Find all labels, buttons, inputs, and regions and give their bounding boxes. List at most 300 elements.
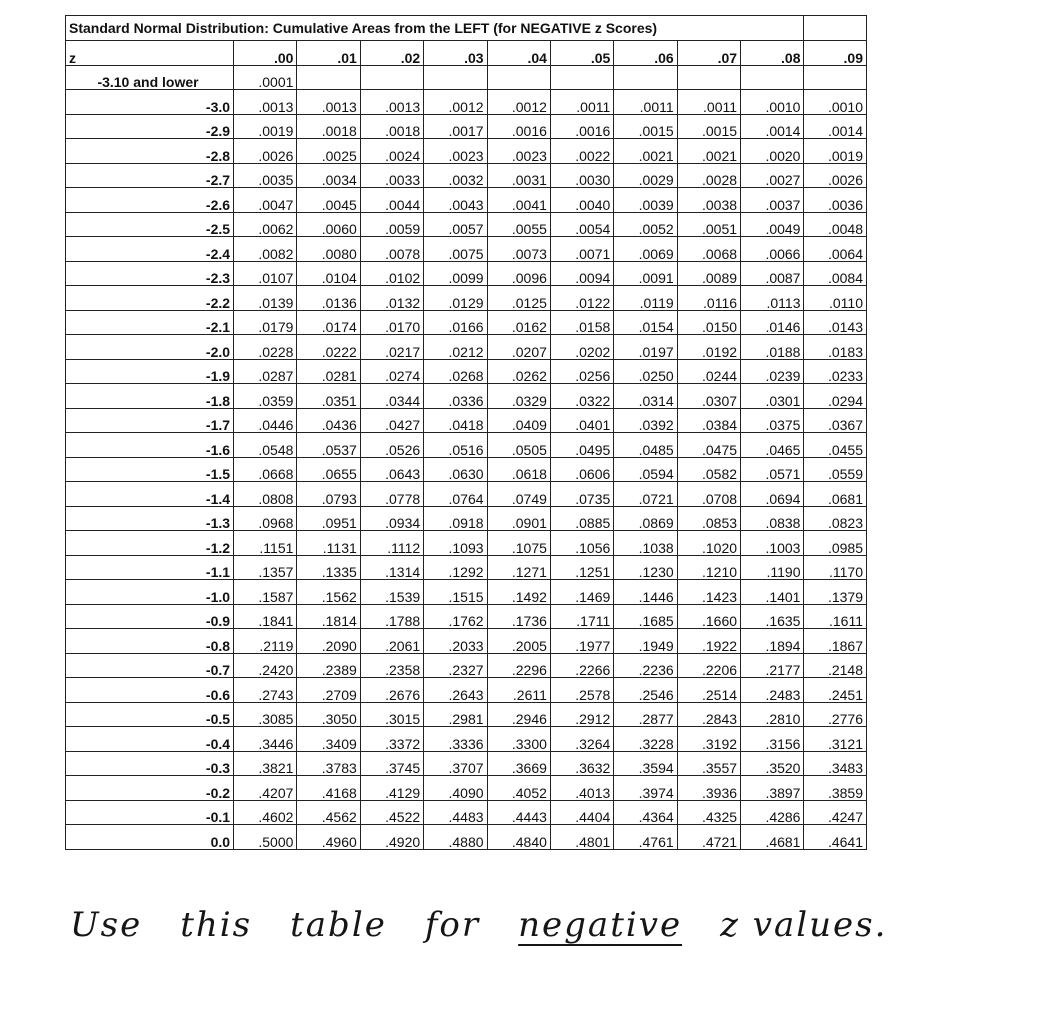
area-cell: .4920 (360, 825, 423, 850)
area-cell: .3821 (234, 751, 297, 776)
area-cell: .1292 (424, 555, 487, 580)
area-cell: .0047 (234, 188, 297, 213)
area-cell: .3446 (234, 727, 297, 752)
table-row (66, 359, 867, 384)
area-cell: .0207 (487, 335, 550, 360)
area-cell: .0475 (677, 433, 740, 458)
area-cell: .2981 (424, 702, 487, 727)
area-cell: .0618 (487, 457, 550, 482)
handwritten-note (70, 905, 970, 975)
area-cell: .0582 (677, 457, 740, 482)
area-cell: .1635 (741, 604, 804, 629)
area-cell: .0233 (804, 359, 867, 384)
note-word: Use (70, 905, 143, 945)
area-cell: .3483 (804, 751, 867, 776)
table-row (66, 286, 867, 311)
area-cell: .0465 (741, 433, 804, 458)
area-cell: .0075 (424, 237, 487, 262)
area-cell: .0034 (297, 163, 360, 188)
area-cell: .2148 (804, 653, 867, 678)
z-value-cell: -0.2 (66, 776, 234, 801)
table-row (66, 776, 867, 801)
z-value-cell: -3.0 (66, 90, 234, 115)
area-cell: .0132 (360, 286, 423, 311)
z-value-cell: -1.3 (66, 506, 234, 531)
area-cell: .3228 (614, 727, 677, 752)
empty-cell (424, 65, 487, 90)
area-cell: .0409 (487, 408, 550, 433)
column-header: .08 (741, 40, 804, 65)
area-cell: .0019 (234, 114, 297, 139)
table-row (66, 531, 867, 556)
area-cell: .0166 (424, 310, 487, 335)
area-cell: .0808 (234, 482, 297, 507)
area-cell: .1977 (550, 629, 613, 654)
area-cell: .1003 (741, 531, 804, 556)
area-cell: .0025 (297, 139, 360, 164)
area-cell: .0170 (360, 310, 423, 335)
area-cell: .0024 (360, 139, 423, 164)
area-cell: .0202 (550, 335, 613, 360)
area-cell: .0885 (550, 506, 613, 531)
area-cell: .0823 (804, 506, 867, 531)
area-cell: .2514 (677, 678, 740, 703)
z-value-cell: -2.0 (66, 335, 234, 360)
area-cell: .4129 (360, 776, 423, 801)
area-cell: .0192 (677, 335, 740, 360)
area-cell: .4247 (804, 800, 867, 825)
area-cell: .0055 (487, 212, 550, 237)
area-cell: .0091 (614, 261, 677, 286)
z-value-cell: -2.1 (66, 310, 234, 335)
area-cell: .1814 (297, 604, 360, 629)
area-cell: .4443 (487, 800, 550, 825)
area-cell: .1841 (234, 604, 297, 629)
area-cell: .0162 (487, 310, 550, 335)
z-value-cell: -2.9 (66, 114, 234, 139)
area-cell: .0102 (360, 261, 423, 286)
area-cell: .3015 (360, 702, 423, 727)
table-row (66, 139, 867, 164)
area-cell: .0052 (614, 212, 677, 237)
area-cell: .1251 (550, 555, 613, 580)
area-cell: .0188 (741, 335, 804, 360)
area-cell: .3783 (297, 751, 360, 776)
area-cell: .3594 (614, 751, 677, 776)
area-cell: .2119 (234, 629, 297, 654)
z-value-cell: -0.6 (66, 678, 234, 703)
area-cell: .0048 (804, 212, 867, 237)
area-cell: .2090 (297, 629, 360, 654)
area-cell: .1190 (741, 555, 804, 580)
table-row (66, 212, 867, 237)
table-row (66, 188, 867, 213)
area-cell: .4325 (677, 800, 740, 825)
area-cell: .0018 (297, 114, 360, 139)
z-value-cell: -2.7 (66, 163, 234, 188)
table-row (66, 433, 867, 458)
area-cell: .1230 (614, 555, 677, 580)
area-cell: .4404 (550, 800, 613, 825)
area-cell: .0107 (234, 261, 297, 286)
area-cell: .0084 (804, 261, 867, 286)
area-cell: .0244 (677, 359, 740, 384)
area-cell: .0060 (297, 212, 360, 237)
area-cell: .0119 (614, 286, 677, 311)
area-cell: .0059 (360, 212, 423, 237)
area-cell: .0336 (424, 384, 487, 409)
area-cell: .0934 (360, 506, 423, 531)
table-row (66, 506, 867, 531)
area-cell: .0020 (741, 139, 804, 164)
area-cell: .0985 (804, 531, 867, 556)
area-cell: .2877 (614, 702, 677, 727)
note-word: for (424, 905, 481, 945)
area-cell: .0495 (550, 433, 613, 458)
area-cell: .0655 (297, 457, 360, 482)
area-cell: .0038 (677, 188, 740, 213)
area-cell: .2810 (741, 702, 804, 727)
area-cell: .0026 (804, 163, 867, 188)
area-cell: .1379 (804, 580, 867, 605)
area-cell: .2709 (297, 678, 360, 703)
area-cell: .0749 (487, 482, 550, 507)
column-header: .01 (297, 40, 360, 65)
empty-cell (677, 65, 740, 90)
area-cell: .3300 (487, 727, 550, 752)
area-cell: .0021 (677, 139, 740, 164)
area-cell: .0013 (297, 90, 360, 115)
empty-cell (550, 65, 613, 90)
area-cell: .3859 (804, 776, 867, 801)
area-cell: .1515 (424, 580, 487, 605)
area-cell: .0045 (297, 188, 360, 213)
area-cell: .0010 (741, 90, 804, 115)
area-cell: .0027 (741, 163, 804, 188)
area-cell: .0869 (614, 506, 677, 531)
area-cell: .0013 (234, 90, 297, 115)
area-cell: .0016 (487, 114, 550, 139)
lower-row-label: -3.10 and lower (66, 65, 234, 90)
area-cell: .1357 (234, 555, 297, 580)
area-cell: .0044 (360, 188, 423, 213)
note-word: table (290, 905, 387, 945)
area-cell: .0571 (741, 457, 804, 482)
empty-cell (360, 65, 423, 90)
area-cell: .4168 (297, 776, 360, 801)
area-cell: .0028 (677, 163, 740, 188)
area-cell: .0559 (804, 457, 867, 482)
area-cell: .4960 (297, 825, 360, 850)
area-cell: .3897 (741, 776, 804, 801)
table-row (66, 163, 867, 188)
area-cell: .0793 (297, 482, 360, 507)
area-cell: .2358 (360, 653, 423, 678)
area-cell: .3745 (360, 751, 423, 776)
area-cell: .0069 (614, 237, 677, 262)
area-cell: .0418 (424, 408, 487, 433)
area-cell: .1335 (297, 555, 360, 580)
note-word: this (180, 905, 253, 945)
area-cell: .1562 (297, 580, 360, 605)
area-cell: .0314 (614, 384, 677, 409)
area-cell: .4562 (297, 800, 360, 825)
area-cell: .0021 (614, 139, 677, 164)
area-cell: .3557 (677, 751, 740, 776)
column-header: .05 (550, 40, 613, 65)
area-cell: .0012 (424, 90, 487, 115)
area-cell: .4483 (424, 800, 487, 825)
table-row (66, 629, 867, 654)
area-cell: .0179 (234, 310, 297, 335)
z-value-cell: -1.8 (66, 384, 234, 409)
area-cell: .3264 (550, 727, 613, 752)
area-cell: .1401 (741, 580, 804, 605)
area-cell: .3707 (424, 751, 487, 776)
area-cell: .0023 (487, 139, 550, 164)
area-cell: .0351 (297, 384, 360, 409)
area-cell: .2912 (550, 702, 613, 727)
area-cell: .3050 (297, 702, 360, 727)
area-cell: .0735 (550, 482, 613, 507)
area-cell: .0158 (550, 310, 613, 335)
area-cell: .5000 (234, 825, 297, 850)
area-cell: .0082 (234, 237, 297, 262)
area-cell: .1314 (360, 555, 423, 580)
area-cell: .0039 (614, 188, 677, 213)
area-cell: .0606 (550, 457, 613, 482)
table-row (66, 825, 867, 850)
area-cell: .0968 (234, 506, 297, 531)
table-row (66, 800, 867, 825)
table-row (66, 580, 867, 605)
area-cell: .0401 (550, 408, 613, 433)
area-cell: .0228 (234, 335, 297, 360)
empty-cell (297, 65, 360, 90)
area-cell: .0548 (234, 433, 297, 458)
area-cell: .0122 (550, 286, 613, 311)
table-row (66, 237, 867, 262)
area-cell: .0031 (487, 163, 550, 188)
area-cell: .1587 (234, 580, 297, 605)
area-cell: .2843 (677, 702, 740, 727)
area-cell: .0073 (487, 237, 550, 262)
area-cell: .0392 (614, 408, 677, 433)
area-cell: .2005 (487, 629, 550, 654)
table-row (66, 702, 867, 727)
area-cell: .0307 (677, 384, 740, 409)
area-cell: .0110 (804, 286, 867, 311)
area-cell: .1210 (677, 555, 740, 580)
area-cell: .1423 (677, 580, 740, 605)
area-cell: .0222 (297, 335, 360, 360)
area-cell: .0014 (804, 114, 867, 139)
area-cell: .1056 (550, 531, 613, 556)
area-cell: .0721 (614, 482, 677, 507)
area-cell: .2451 (804, 678, 867, 703)
area-cell: .0217 (360, 335, 423, 360)
area-cell: .0033 (360, 163, 423, 188)
area-cell: .0322 (550, 384, 613, 409)
area-cell: .2611 (487, 678, 550, 703)
column-header: .04 (487, 40, 550, 65)
z-value-cell: -1.6 (66, 433, 234, 458)
z-value-cell: -0.3 (66, 751, 234, 776)
area-cell: .0268 (424, 359, 487, 384)
area-cell: .0049 (741, 212, 804, 237)
area-cell: .2389 (297, 653, 360, 678)
area-cell: .0262 (487, 359, 550, 384)
area-cell: .0183 (804, 335, 867, 360)
area-cell: .4840 (487, 825, 550, 850)
column-header: .03 (424, 40, 487, 65)
area-cell: .0526 (360, 433, 423, 458)
area-cell: .0256 (550, 359, 613, 384)
z-value-cell: -0.9 (66, 604, 234, 629)
area-cell: .0668 (234, 457, 297, 482)
area-cell: .0035 (234, 163, 297, 188)
area-cell: .0116 (677, 286, 740, 311)
area-cell: .0011 (614, 90, 677, 115)
area-cell: .2776 (804, 702, 867, 727)
area-cell: .0367 (804, 408, 867, 433)
area-cell: .0113 (741, 286, 804, 311)
z-value-cell: -1.7 (66, 408, 234, 433)
area-cell: .4801 (550, 825, 613, 850)
area-cell: .0212 (424, 335, 487, 360)
area-cell: .0051 (677, 212, 740, 237)
area-cell: .3372 (360, 727, 423, 752)
z-column-header: z (66, 40, 234, 65)
area-cell: .1539 (360, 580, 423, 605)
column-header: .07 (677, 40, 740, 65)
z-value-cell: -2.3 (66, 261, 234, 286)
area-cell: .0838 (741, 506, 804, 531)
area-cell: .0455 (804, 433, 867, 458)
area-cell: .0043 (424, 188, 487, 213)
area-cell: .3121 (804, 727, 867, 752)
area-cell: .4880 (424, 825, 487, 850)
area-cell: .0143 (804, 310, 867, 335)
z-score-table (65, 15, 867, 850)
area-cell: .1075 (487, 531, 550, 556)
area-cell: .0197 (614, 335, 677, 360)
lower-row (66, 65, 867, 90)
table-row (66, 335, 867, 360)
area-cell: .0015 (614, 114, 677, 139)
area-cell: .0014 (741, 114, 804, 139)
area-cell: .0016 (550, 114, 613, 139)
area-cell: .1949 (614, 629, 677, 654)
area-cell: .4681 (741, 825, 804, 850)
area-cell: .2296 (487, 653, 550, 678)
area-cell: .2327 (424, 653, 487, 678)
area-cell: .2206 (677, 653, 740, 678)
area-cell: .4207 (234, 776, 297, 801)
area-cell: .0901 (487, 506, 550, 531)
area-cell: .0012 (487, 90, 550, 115)
z-value-cell: -2.8 (66, 139, 234, 164)
area-cell: .1469 (550, 580, 613, 605)
area-cell: .1492 (487, 580, 550, 605)
area-cell: .0708 (677, 482, 740, 507)
area-cell: .0011 (677, 90, 740, 115)
table-row (66, 727, 867, 752)
area-cell: .0017 (424, 114, 487, 139)
z-value-cell: -2.5 (66, 212, 234, 237)
area-cell: .0694 (741, 482, 804, 507)
area-cell: .0030 (550, 163, 613, 188)
area-cell: .1151 (234, 531, 297, 556)
area-cell: .0630 (424, 457, 487, 482)
area-cell: .2177 (741, 653, 804, 678)
area-cell: .4052 (487, 776, 550, 801)
area-cell: .1112 (360, 531, 423, 556)
area-cell: .4641 (804, 825, 867, 850)
area-cell: .0125 (487, 286, 550, 311)
z-value-cell: -1.9 (66, 359, 234, 384)
area-cell: .0446 (234, 408, 297, 433)
area-cell: .2643 (424, 678, 487, 703)
area-cell: .0011 (550, 90, 613, 115)
area-cell: .4721 (677, 825, 740, 850)
area-cell: .0080 (297, 237, 360, 262)
title-row (66, 16, 867, 41)
area-cell: .3192 (677, 727, 740, 752)
note-tail: z values. (720, 905, 888, 945)
area-cell: .1093 (424, 531, 487, 556)
area-cell: .1131 (297, 531, 360, 556)
area-cell: .3085 (234, 702, 297, 727)
header-row (66, 40, 867, 65)
area-cell: .0089 (677, 261, 740, 286)
z-value-cell: -0.7 (66, 653, 234, 678)
area-cell: .0104 (297, 261, 360, 286)
area-cell: .0078 (360, 237, 423, 262)
column-header: .09 (804, 40, 867, 65)
area-cell: .0136 (297, 286, 360, 311)
area-cell: .3409 (297, 727, 360, 752)
table-row (66, 678, 867, 703)
z-value-cell: -0.1 (66, 800, 234, 825)
area-cell: .0099 (424, 261, 487, 286)
area-cell: .0359 (234, 384, 297, 409)
table-row (66, 114, 867, 139)
area-cell: .0096 (487, 261, 550, 286)
area-cell: .1446 (614, 580, 677, 605)
z-value-cell: -0.5 (66, 702, 234, 727)
table-row (66, 604, 867, 629)
area-cell: .3520 (741, 751, 804, 776)
table-row (66, 555, 867, 580)
area-cell: .1788 (360, 604, 423, 629)
area-cell: .0281 (297, 359, 360, 384)
area-cell: .2033 (424, 629, 487, 654)
area-cell: .0057 (424, 212, 487, 237)
z-value-cell: -2.2 (66, 286, 234, 311)
area-cell: .4602 (234, 800, 297, 825)
area-cell: .4090 (424, 776, 487, 801)
empty-cell (614, 65, 677, 90)
table-row (66, 408, 867, 433)
area-cell: .3156 (741, 727, 804, 752)
area-cell: .0853 (677, 506, 740, 531)
area-cell: .2061 (360, 629, 423, 654)
area-cell: .2236 (614, 653, 677, 678)
area-cell: .4286 (741, 800, 804, 825)
empty-cell (741, 65, 804, 90)
z-value-cell: -2.6 (66, 188, 234, 213)
